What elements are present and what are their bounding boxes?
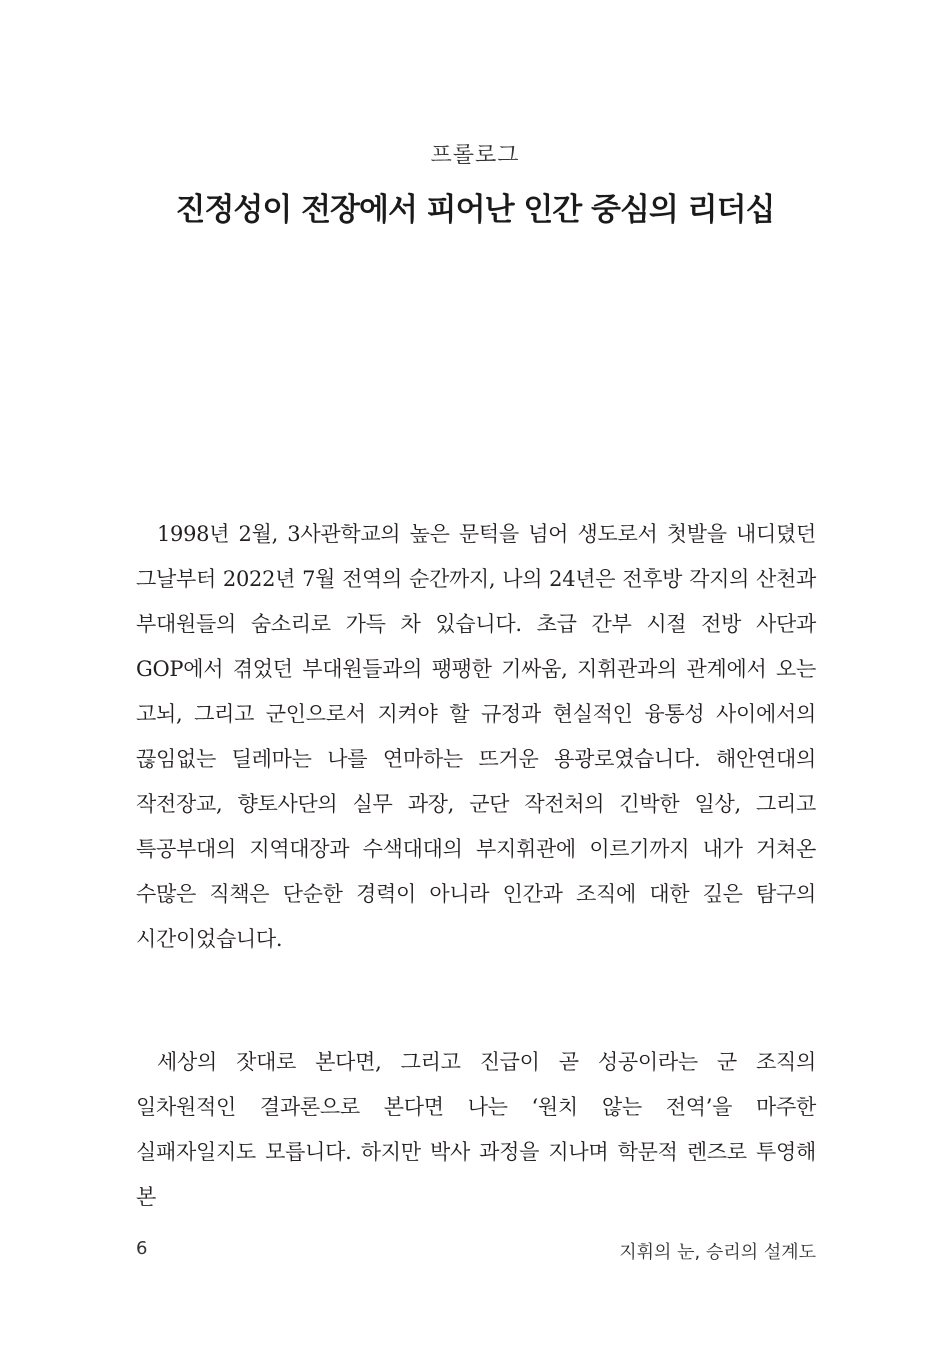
chapter-title: 진정성이 전장에서 피어난 인간 중심의 리더십 [175,192,775,228]
page-number: 6 [136,1238,148,1259]
body-paragraph-2: 세상의 잣대로 본다면, 그리고 진급이 곧 성공이라는 군 조직의 일차원적인 결과론으로 본다면 나는 ‘원치 않는 전역’을 마주한 실패자일지도 모릅니다. 하지만 박사 과정을 지나며 학문적 렌즈로 투영해 본 [136,1050,816,1209]
running-footer-title: 지휘의 눈, 승리의 설계도 [619,1242,816,1263]
section-label: 프롤로그 [430,143,520,168]
body-paragraph-1: 1998년 2월, 3사관학교의 높은 문턱을 넘어 생도로서 첫발을 내디뎠던 그날부터 2022년 7월 전역의 순간까지, 나의 24년은 전후방 각지의 산천과 부대원들의 숨소리로 가득 차 있습니다. 초급 간부 시절 전방 사단과 GOP에서 겪었던 부대원들과의 팽팽한 기싸움, 지휘관과의 관계에서 오는 고뇌, 그리고 군인으로서 지켜야 할 규정과 현실적인 융통성 사이에서의 끊임없는 딜레마는 나를 연마하는 뜨거운 용광로였습니다. 해안연대의 작전장교, 향토사단의 실무 과장, 군단 작전처의 긴박한 일상, 그리고 특공부대의 지역대장과 수색대대의 부지휘관에 이르기까지 내가 거쳐온 수많은 직책은 단순한 경력이 아니라 인간과 조직에 대한 깊은 탐구의 시간이었습니다. [136,522,816,951]
